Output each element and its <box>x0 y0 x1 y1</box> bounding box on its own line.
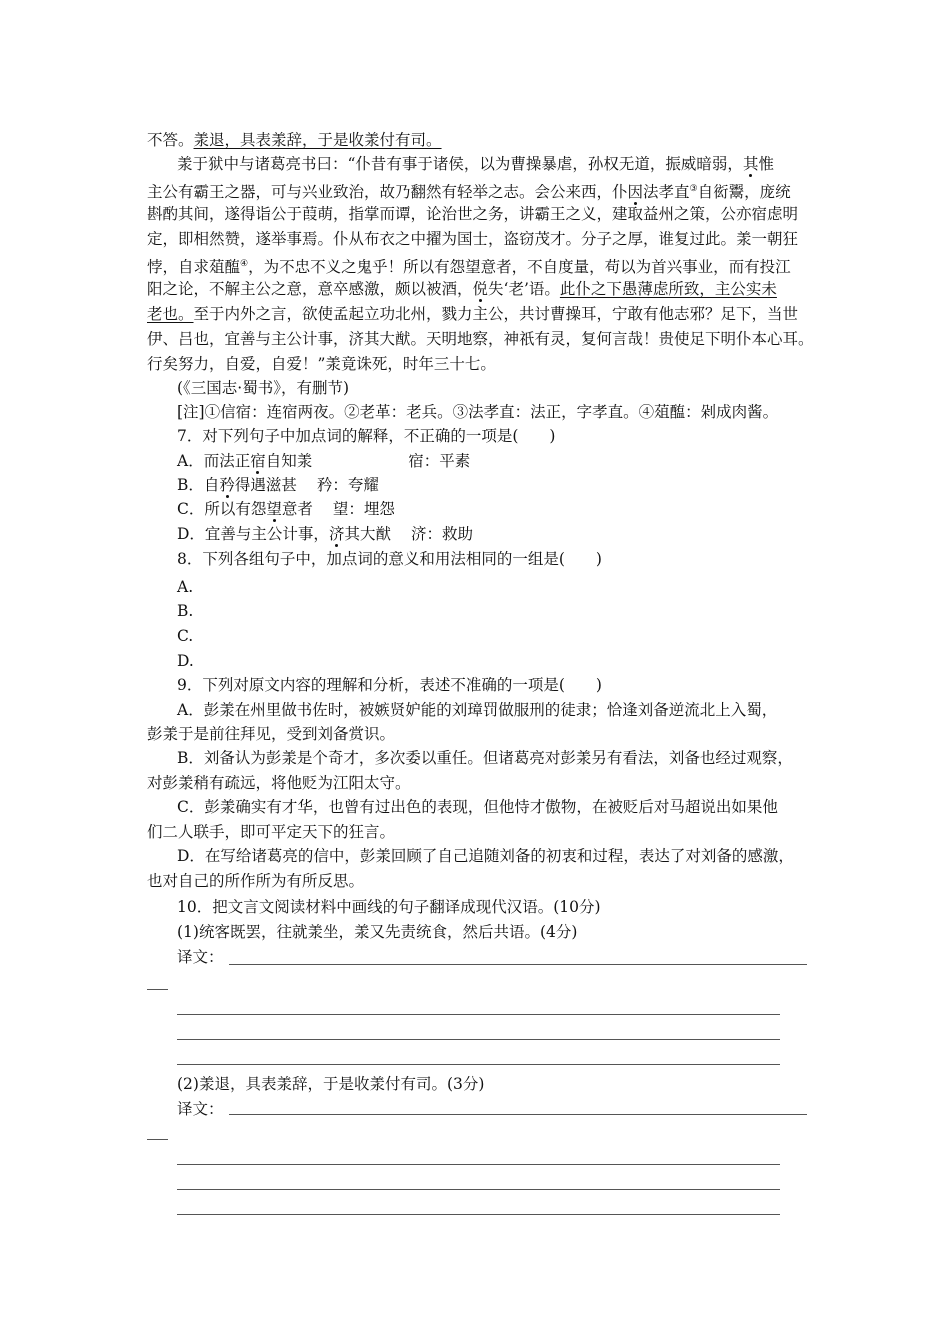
passage-line: 悖，自求葅醢④，为不忠不义之鬼乎！所以有怨望意者，不自度量，苟以为首兴事业，而有投江 <box>147 258 791 277</box>
underlined-sentence: 此仆之下愚薄虑所致，主公实未 <box>559 280 777 298</box>
answer-label-2: 译文： <box>177 1100 224 1118</box>
question-9-option-c-cont: 们二人联手，即可平定天下的狂言。 <box>147 823 396 841</box>
question-10-sentence-1: (1)统客既罢，往就羕坐，羕又先责统食，然后共语。(4分) <box>177 923 578 941</box>
question-8-option-a: A. <box>177 578 194 596</box>
source-citation: (《三国志·蜀书》，有删节) <box>177 379 350 397</box>
answer-line[interactable] <box>177 1014 780 1015</box>
underlined-sentence: 羕退，具表羕辞，于是收羕付有司。 <box>193 131 442 149</box>
footnote-marker: ④ <box>240 259 249 269</box>
question-9-stem: 9．下列对原文内容的理解和分析，表述不准确的一项是( ) <box>177 676 602 694</box>
question-7-option-a: A．而法正宿自知羕 宿：平素 <box>177 452 471 470</box>
answer-line[interactable] <box>177 1064 780 1065</box>
question-8-stem: 8．下列各组句子中，加点词的意义和用法相同的一组是( ) <box>177 550 602 568</box>
passage-line: 阳之论，不解主公之意，意卒感激，颇以被酒，侻失‘老’语。此仆之下愚薄虑所致，主公实未 <box>147 280 777 298</box>
passage-line: 羕于狱中与诸葛亮书曰：“仆昔有事于诸侯，以为曹操暴虐，孙权无道，振威暗弱，其惟 <box>177 155 774 173</box>
question-7-option-d: D．宜善与主公计事，济其大猷 济：救助 <box>177 525 473 543</box>
underlined-sentence: 老也。 <box>147 305 194 323</box>
question-8-option-d: D. <box>177 652 194 670</box>
question-9-option-d-cont: 也对自己的所作所为有所反思。 <box>147 872 365 890</box>
passage-line: 老也。至于内外之言，欲使孟起立功北州，戮力主公，共讨曹操耳，宁敢有他志邪？足下，当世 <box>147 305 799 323</box>
annotation-note: [注]①信宿：连宿两夜。②老革：老兵。③法孝直：法正，字孝直。④葅醢：剁成肉酱。 <box>177 403 779 421</box>
question-7-option-c: C．所以有怨望意者 望：埋怨 <box>177 500 395 518</box>
dotted-word: 侻 <box>472 280 489 298</box>
question-10-sentence-2: (2)羕退，具表羕辞，于是收羕付有司。(3分) <box>177 1075 485 1093</box>
dotted-word: 宿 <box>250 452 266 470</box>
passage-line: 斟酌其间，遂得诣公于葭萌，指掌而谭，论治世之务，讲霸王之义，建取益州之策，公亦宿虑明 <box>147 205 799 223</box>
question-8-option-b: B. <box>177 602 194 620</box>
passage-line: 不答。羕退，具表羕辞，于是收羕付有司。 <box>147 131 442 149</box>
answer-line[interactable] <box>177 1214 780 1215</box>
answer-line[interactable] <box>177 1164 780 1165</box>
question-9-option-a-cont: 彭羕于是前往拜见，受到刘备赏识。 <box>147 725 396 743</box>
question-9-option-a: A．彭羕在州里做书佐时，被嫉贤妒能的刘璋罚做服刑的徒隶；恰逢刘备逆流北上入蜀， <box>177 701 778 719</box>
question-7-option-b: B．自矜得遇滋甚 矜：夸耀 <box>177 476 379 494</box>
question-9-option-d: D．在写给诸葛亮的信中，彭羕回顾了自己追随刘备的初衷和过程，表达了对刘备的感激， <box>177 847 794 865</box>
answer-line[interactable] <box>177 1039 780 1040</box>
dotted-word: 济 <box>328 525 345 543</box>
passage-line: 伊、吕也，宜善与主公计事，济其大猷。天明地察，神祇有灵，复何言哉！贵使足下明仆本心耳。 <box>147 330 814 348</box>
footnote-marker: ③ <box>689 184 698 194</box>
question-9-option-b: B．刘备认为彭羕是个奇才，多次委以重任。但诸葛亮对彭羕另有看法，刘备也经过观察， <box>177 749 793 767</box>
passage-line: 主公有霸王之器，可与兴业致治，故乃翻然有轻举之志。会公来西，仆因法孝直③自衒鬻，庞统 <box>147 183 791 202</box>
answer-line[interactable] <box>229 964 807 965</box>
question-10-stem: 10．把文言文阅读材料中画线的句子翻译成现代汉语。(10分) <box>177 898 601 916</box>
question-8-option-c: C. <box>177 627 194 645</box>
dotted-word: 矜 <box>219 476 235 494</box>
answer-line[interactable] <box>177 1189 780 1190</box>
dotted-word: 因 <box>627 183 644 202</box>
question-9-option-b-cont: 对彭羕稍有疏远，将他贬为江阳太守。 <box>147 774 411 792</box>
passage-line: 定，即相然赞，遂举事焉。仆从布衣之中擢为国士，盗窃茂才。分子之厚，谁复过此。羕一朝狂 <box>147 230 799 248</box>
question-7-stem: 7．对下列句子中加点词的解释，不正确的一项是( ) <box>177 427 556 445</box>
answer-line[interactable] <box>147 1139 168 1140</box>
passage-line: 行矣努力，自爱，自爱！”羕竟诛死，时年三十七。 <box>147 355 496 373</box>
dotted-word: 望 <box>266 500 282 518</box>
answer-label-1: 译文： <box>177 948 224 966</box>
dotted-word: 其 <box>742 155 759 173</box>
question-9-option-c: C．彭羕确实有才华，也曾有过出色的表现，但他恃才傲物，在被贬后对马超说出如果他 <box>177 798 778 816</box>
answer-line[interactable] <box>229 1114 807 1115</box>
answer-line[interactable] <box>147 989 168 990</box>
